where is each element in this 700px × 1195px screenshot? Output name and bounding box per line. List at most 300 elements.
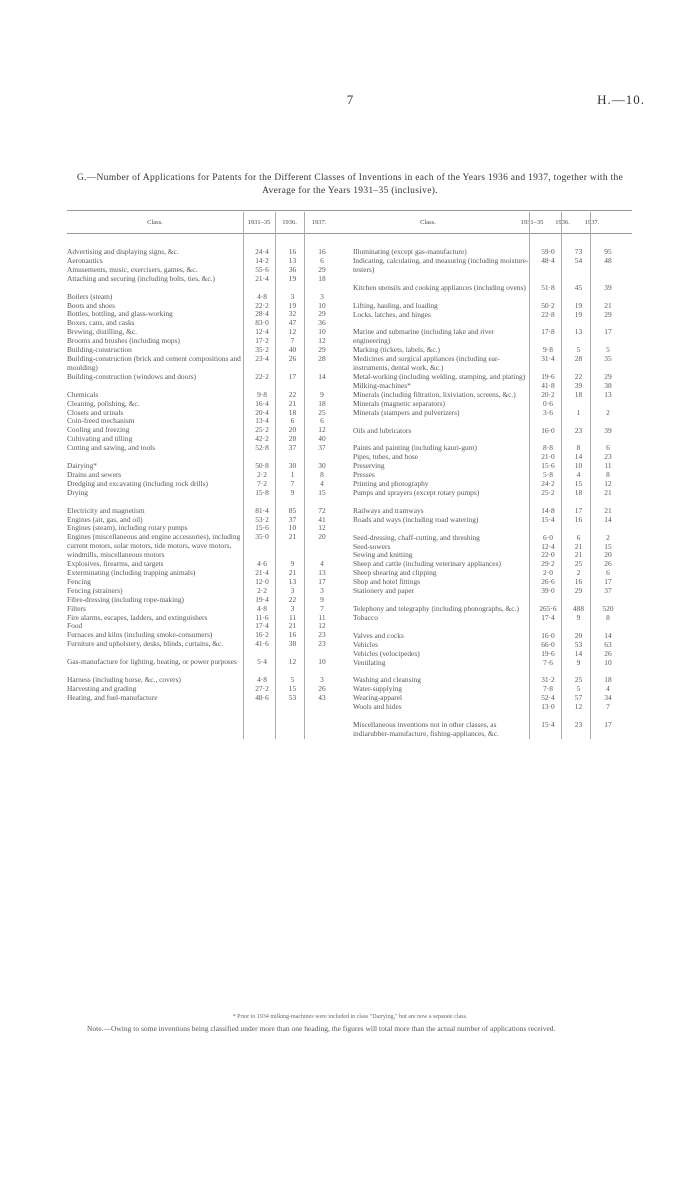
- class-cell: Preserving: [352, 461, 385, 471]
- y1936-cell: 37: [288, 443, 297, 453]
- y1936-cell: 488: [572, 604, 585, 613]
- avg-cell: 17·8: [541, 327, 555, 337]
- y1937-cell: 37: [604, 586, 612, 596]
- avg-cell: 27·2: [255, 683, 269, 693]
- avg-cell: 28·4: [255, 309, 269, 319]
- class-cell: Explosives, firearms, and targets: [67, 559, 164, 569]
- y1937-cell: 14: [604, 514, 612, 524]
- avg-cell: 16·0: [541, 630, 555, 640]
- avg-cell: 24·4: [255, 247, 269, 256]
- avg-cell: 39·0: [541, 586, 555, 596]
- column-rule: [590, 212, 591, 739]
- y1937-cell: 18: [318, 273, 326, 283]
- avg-cell: 7·8: [543, 684, 553, 694]
- avg-cell: 2·2: [257, 585, 267, 595]
- class-cell: Boots and shoes: [67, 300, 116, 310]
- y1937-cell: 11: [318, 612, 326, 622]
- avg-cell: 4·8: [257, 291, 267, 301]
- avg-cell: 22·2: [255, 371, 269, 381]
- avg-cell: 81·4: [255, 505, 269, 515]
- y1936-cell: 25: [574, 675, 583, 685]
- avg-cell: 7·2: [257, 478, 267, 488]
- y1936-cell: 9: [576, 612, 581, 622]
- y1937-cell: 41: [318, 514, 326, 524]
- y1937-cell: 6: [606, 443, 610, 453]
- class-cell: Closets and urinals: [67, 407, 124, 417]
- avg-cell: 16·4: [255, 398, 269, 408]
- y1936-cell: 16: [288, 247, 297, 256]
- table-header: [67, 210, 632, 234]
- y1937-cell: 9: [320, 594, 324, 604]
- class-cell: Drains and sewers: [67, 469, 122, 479]
- avg-cell: 50·8: [255, 461, 269, 471]
- y1936-cell: 21: [574, 541, 583, 551]
- class-cell: Tobacco: [352, 612, 378, 622]
- avg-cell: 22·8: [541, 309, 555, 319]
- avg-cell: 35·0: [255, 532, 269, 542]
- header-class: Class.: [147, 218, 163, 226]
- y1936-cell: 73: [574, 247, 583, 256]
- class-cell: Engines (steam), including rotary pumps: [67, 523, 188, 533]
- y1937-cell: 26: [318, 683, 326, 693]
- avg-cell: 12·4: [541, 541, 555, 551]
- class-cell: Brewing, distilling, &c.: [67, 327, 138, 337]
- avg-cell: 22·2: [255, 300, 269, 310]
- class-cell: Exterminating (including trapping animals): [67, 568, 196, 577]
- class-cell: Presses: [352, 470, 375, 480]
- class-cell: Fencing (strainers): [67, 585, 123, 595]
- y1936-cell: 1: [290, 469, 295, 479]
- avg-cell: 41·8: [541, 380, 555, 390]
- header-1937: 1937.: [311, 218, 327, 226]
- class-cell: Medicines and surgical appliances (including ear-instruments, dental work, &c.): [352, 354, 500, 373]
- y1936-cell: 17: [574, 505, 583, 515]
- avg-cell: 8·8: [543, 443, 553, 453]
- avg-cell: 5·4: [257, 657, 267, 667]
- table-row: [67, 355, 347, 373]
- avg-cell: 2·2: [257, 469, 267, 479]
- class-cell: Pumps and sprayers (except rotary pumps): [352, 487, 480, 497]
- class-cell: Shop and hotel fittings: [352, 577, 421, 587]
- page-identifier: H.—10.: [597, 92, 645, 107]
- y1937-cell: 28: [318, 353, 326, 363]
- class-cell: Wools and hides: [352, 702, 402, 712]
- class-cell: Brooms and brushes (including mops): [67, 336, 180, 346]
- table-row: [67, 694, 347, 703]
- class-cell: Furniture and upholstery, desks, blinds, curtains, &c.: [67, 639, 224, 649]
- avg-cell: 21·4: [255, 273, 269, 283]
- patents-table: [67, 210, 632, 739]
- y1936-cell: 85: [288, 505, 297, 515]
- class-cell: Cultivating and tilling: [67, 434, 133, 444]
- class-cell: Stationery and paper: [352, 586, 415, 596]
- y1936-cell: 54: [574, 255, 583, 265]
- header-1936-right: 1936.: [555, 218, 570, 226]
- y1937-cell: 8: [320, 469, 324, 479]
- y1936-cell: 12: [574, 702, 583, 712]
- table-row: [67, 444, 347, 453]
- avg-cell: 51·8: [541, 282, 555, 292]
- class-cell: Cooling and freezing: [67, 425, 130, 435]
- y1936-cell: 20: [288, 425, 297, 435]
- y1936-cell: 18: [288, 407, 297, 417]
- y1937-cell: 21: [604, 505, 612, 515]
- table-row: [67, 640, 347, 649]
- y1936-cell: 38: [288, 639, 297, 649]
- class-cell: Harness (including horse, &c., covers): [67, 675, 181, 685]
- y1936-cell: 2: [576, 568, 581, 578]
- y1937-cell: 29: [604, 309, 612, 319]
- class-cell: Building-construction: [67, 345, 132, 355]
- y1936-cell: 18: [574, 487, 583, 497]
- class-cell: Minerals (including filtration, lixiviation, screens, &c.): [352, 389, 516, 399]
- y1937-cell: 37: [318, 443, 326, 453]
- class-cell: Heating, and fuel-manufacture: [67, 692, 158, 702]
- avg-cell: 11·6: [255, 612, 269, 622]
- class-cell: Metal-working (including welding, stamping, and plating): [352, 371, 526, 381]
- avg-cell: 48·4: [541, 255, 555, 265]
- y1936-cell: 6: [290, 416, 295, 426]
- avg-cell: 6·0: [543, 532, 553, 542]
- y1936-cell: 15: [574, 479, 583, 489]
- y1936-cell: 9: [290, 487, 295, 497]
- class-cell: Washing and cleansing: [352, 675, 421, 685]
- avg-cell: 4·8: [257, 603, 267, 613]
- y1936-cell: 18: [574, 389, 583, 399]
- class-cell: Ventilating: [352, 657, 386, 667]
- y1937-cell: 12: [318, 425, 326, 435]
- class-cell: Bottles, bottling, and glass-working: [67, 309, 173, 319]
- y1936-cell: 32: [288, 309, 297, 319]
- y1937-cell: 11: [604, 461, 612, 471]
- y1936-cell: 30: [288, 461, 297, 471]
- avg-cell: 7·6: [543, 657, 553, 667]
- y1936-cell: 22: [288, 389, 297, 399]
- class-cell: Boilers (steam): [67, 291, 113, 301]
- y1936-cell: 3: [290, 603, 295, 613]
- avg-cell: 66·0: [541, 639, 555, 649]
- y1936-cell: 19: [574, 309, 583, 319]
- class-cell: Marking (tickets, labels, &c.): [352, 345, 440, 355]
- y1937-cell: 30: [318, 461, 326, 471]
- class-cell: Sheep and cattle (including veterinary appliances): [352, 559, 501, 569]
- header-avg-right: 1931–35: [520, 218, 544, 226]
- y1937-cell: 8: [606, 612, 610, 622]
- column-rule: [304, 212, 305, 739]
- row-spacer: [67, 382, 347, 391]
- y1937-cell: 13: [318, 568, 326, 577]
- table-row: [67, 489, 347, 498]
- class-cell: Cleaning, polishing, &c.: [67, 398, 140, 408]
- y1936-cell: 29: [574, 586, 583, 596]
- y1937-cell: 4: [606, 684, 610, 694]
- y1936-cell: 19: [574, 300, 583, 310]
- class-cell: Sheep shearing and clipping: [352, 568, 437, 578]
- y1937-cell: 23: [318, 639, 326, 649]
- y1937-cell: 36: [318, 318, 326, 328]
- class-cell: Wearing-apparel: [352, 693, 403, 703]
- y1936-cell: 16: [288, 630, 297, 640]
- y1937-cell: 17: [604, 720, 612, 730]
- table-row: [67, 533, 347, 560]
- class-cell: Building-construction (brick and cement compositions and moulding): [67, 353, 241, 372]
- avg-cell: 15·6: [255, 523, 269, 533]
- class-cell: Miscellaneous inventions not in other classes, as indiarubber-manufacture, fishing-appliances, &c.: [352, 720, 499, 738]
- y1937-cell: 6: [320, 255, 324, 265]
- avg-cell: 0·6: [543, 398, 553, 408]
- avg-cell: 12·4: [255, 327, 269, 337]
- avg-cell: 9·8: [543, 345, 553, 355]
- y1937-cell: 8: [606, 470, 610, 480]
- y1937-cell: 3: [320, 675, 324, 685]
- avg-cell: 20·4: [255, 407, 269, 417]
- avg-cell: 15·4: [541, 720, 555, 730]
- class-cell: Fibre-dressing (including rope-making): [67, 594, 184, 604]
- class-cell: Milking-machines*: [352, 380, 411, 390]
- avg-cell: 16·2: [255, 630, 269, 640]
- avg-cell: 17·2: [255, 336, 269, 346]
- y1937-cell: 21: [604, 300, 612, 310]
- y1937-cell: 29: [604, 371, 612, 381]
- y1936-cell: 3: [290, 585, 295, 595]
- class-cell: Sewing and knitting: [352, 550, 413, 560]
- avg-cell: 41·6: [255, 639, 269, 649]
- y1937-cell: 20: [604, 550, 612, 560]
- class-cell: Minerals (stampers and pulverizers): [352, 407, 460, 417]
- class-cell: Oils and lubricators: [352, 425, 412, 435]
- y1937-cell: 6: [320, 416, 324, 426]
- avg-cell: 21·4: [255, 568, 269, 577]
- left-column: [67, 234, 347, 739]
- y1937-cell: 40: [318, 434, 326, 444]
- avg-cell: 17·4: [541, 612, 555, 622]
- y1936-cell: 15: [288, 683, 297, 693]
- y1937-cell: 17: [318, 576, 326, 586]
- avg-cell: 265·6: [539, 604, 557, 613]
- avg-cell: 16·0: [541, 425, 555, 435]
- class-cell: Locks, latches, and hinges: [352, 309, 431, 319]
- class-cell: Boxes, cans, and casks: [67, 318, 135, 328]
- y1936-cell: 6: [576, 532, 581, 542]
- class-cell: Pipes, tubes, and hose: [352, 452, 419, 462]
- y1937-cell: 17: [604, 577, 612, 587]
- y1937-cell: 20: [318, 532, 326, 542]
- avg-cell: 25·2: [541, 487, 555, 497]
- y1937-cell: 4: [320, 478, 324, 488]
- y1937-cell: 12: [318, 621, 326, 631]
- class-cell: Kitchen utensils and cooking appliances (including ovens): [352, 282, 526, 292]
- y1936-cell: 10: [574, 461, 583, 471]
- table-row: [67, 658, 347, 667]
- y1936-cell: 45: [574, 282, 583, 292]
- avg-cell: 4·8: [257, 675, 267, 685]
- avg-cell: 24·2: [541, 479, 555, 489]
- avg-cell: 9·8: [257, 389, 267, 399]
- y1936-cell: 21: [288, 532, 297, 542]
- y1936-cell: 22: [288, 594, 297, 604]
- y1937-cell: 39: [604, 282, 612, 292]
- avg-cell: 52·4: [541, 693, 555, 703]
- avg-cell: 35·2: [255, 345, 269, 355]
- y1936-cell: 21: [288, 398, 297, 408]
- avg-cell: 15·6: [541, 461, 555, 471]
- y1937-cell: 25: [318, 407, 326, 417]
- y1937-cell: 63: [604, 639, 612, 649]
- avg-cell: 12·0: [255, 576, 269, 586]
- y1937-cell: 9: [320, 389, 324, 399]
- y1937-cell: 4: [320, 559, 324, 569]
- y1936-cell: 14: [574, 452, 583, 462]
- y1936-cell: 22: [574, 371, 583, 381]
- y1936-cell: 26: [288, 353, 297, 363]
- header-1937-right: 1937.: [584, 218, 600, 226]
- class-cell: Drying: [67, 487, 88, 497]
- class-cell: Amusements, music, exercisers, games, &c.: [67, 264, 198, 274]
- class-cell: Harvesting and grading: [67, 683, 137, 693]
- class-cell: Marine and submarine (including lake and river engineering): [352, 327, 495, 346]
- y1936-cell: 5: [576, 345, 581, 355]
- y1936-cell: 23: [574, 425, 583, 435]
- y1936-cell: 16: [574, 577, 583, 587]
- class-cell: Paints and painting (including kauri-gum): [352, 443, 477, 453]
- avg-cell: 83·0: [255, 318, 269, 328]
- y1936-cell: 4: [576, 470, 581, 480]
- y1936-cell: 25: [574, 559, 583, 569]
- class-cell: Chemicals: [67, 389, 99, 399]
- y1936-cell: 5: [576, 684, 581, 694]
- avg-cell: 42·2: [255, 434, 269, 444]
- avg-cell: 26·6: [541, 577, 555, 587]
- avg-cell: 31·2: [541, 675, 555, 685]
- y1937-cell: 43: [318, 692, 326, 702]
- avg-cell: 55·6: [255, 264, 269, 274]
- y1936-cell: 23: [574, 720, 583, 730]
- y1937-cell: 16: [318, 247, 326, 256]
- class-cell: Valves and cocks: [352, 630, 404, 640]
- y1936-cell: 28: [574, 354, 583, 364]
- y1937-cell: 95: [604, 247, 612, 256]
- page-number: 7: [346, 92, 354, 107]
- y1936-cell: 12: [288, 327, 297, 337]
- y1936-cell: 13: [288, 255, 297, 265]
- row-spacer: [67, 453, 347, 462]
- y1937-cell: 13: [604, 389, 612, 399]
- class-cell: Vehicles (velocipedes): [352, 648, 420, 658]
- y1936-cell: 20: [574, 630, 583, 640]
- y1937-cell: 23: [604, 452, 612, 462]
- y1936-cell: 57: [574, 693, 583, 703]
- table-row: [67, 596, 347, 605]
- avg-cell: 13·4: [255, 416, 269, 426]
- class-cell: Engines (air, gas, and oil): [67, 514, 143, 524]
- avg-cell: 5·8: [543, 470, 553, 480]
- y1936-cell: 5: [290, 675, 295, 685]
- y1936-cell: 19: [288, 300, 297, 310]
- avg-cell: 2·0: [543, 568, 553, 578]
- avg-cell: 14·2: [255, 255, 269, 265]
- y1937-cell: 12: [604, 479, 612, 489]
- y1936-cell: 21: [288, 621, 297, 631]
- y1937-cell: 15: [318, 487, 326, 497]
- class-cell: Food: [67, 621, 83, 631]
- y1937-cell: 10: [604, 657, 612, 667]
- y1937-cell: 29: [318, 345, 326, 355]
- y1937-cell: 29: [318, 264, 326, 274]
- avg-cell: 31·4: [541, 354, 555, 364]
- table-row: [67, 248, 347, 257]
- table-title: G.—Number of Applications for Patents for the Different Classes of Inventions in each of the Years 1936 and 1937, together with the Average for the Years 1931–35 (inclusive).: [76, 173, 624, 196]
- y1937-cell: 21: [604, 487, 612, 497]
- class-cell: Filters: [67, 603, 86, 613]
- header-1936: 1936.: [282, 218, 297, 226]
- y1936-cell: 17: [288, 371, 297, 381]
- class-cell: Fencing: [67, 576, 91, 586]
- y1937-cell: 12: [318, 523, 326, 533]
- y1937-cell: 18: [318, 398, 326, 408]
- class-cell: Water-supplying: [352, 684, 402, 694]
- y1936-cell: 16: [574, 514, 583, 524]
- y1936-cell: 7: [290, 478, 295, 488]
- y1937-cell: 3: [320, 291, 324, 301]
- avg-cell: 3·6: [543, 407, 553, 417]
- class-cell: Advertising and displaying signs, &c.: [67, 247, 179, 256]
- footnote: * Prior to 1934 milking-machines were included in class "Dairying," but are now a separate class.: [232, 1014, 468, 1020]
- avg-cell: 52·8: [255, 443, 269, 453]
- y1937-cell: 35: [604, 354, 612, 364]
- class-cell: Telephony and telegraphy (including phonographs, &c.): [352, 604, 519, 613]
- y1937-cell: 3: [320, 585, 324, 595]
- class-cell: Railways and tramways: [352, 505, 424, 515]
- y1936-cell: 21: [574, 550, 583, 560]
- y1936-cell: 13: [288, 576, 297, 586]
- y1937-cell: 72: [318, 505, 326, 515]
- y1936-cell: 10: [288, 523, 297, 533]
- y1937-cell: 15: [604, 541, 612, 551]
- class-cell: Fire alarms, escapes, ladders, and extinguishers: [67, 612, 208, 622]
- y1937-cell: 12: [318, 336, 326, 346]
- y1936-cell: 47: [288, 318, 297, 328]
- avg-cell: 20·2: [541, 389, 555, 399]
- y1937-cell: 7: [606, 702, 610, 712]
- y1936-cell: 21: [288, 568, 297, 577]
- class-cell: Engines (miscellaneous and engine accessories), including current motors, solar motors, tide motors, wave motors, windmills, miscellaneous motors: [67, 532, 241, 560]
- y1936-cell: 19: [288, 273, 297, 283]
- y1936-cell: 53: [574, 639, 583, 649]
- class-cell: Electricity and magnetism: [67, 505, 145, 515]
- y1937-cell: 7: [320, 603, 324, 613]
- class-cell: Lifting, hauling, and loading: [352, 300, 438, 310]
- y1937-cell: 6: [606, 568, 610, 578]
- class-cell: Printing and photography: [352, 479, 429, 489]
- class-cell: Vehicles: [352, 639, 379, 649]
- y1936-cell: 7: [290, 336, 295, 346]
- y1936-cell: 12: [288, 657, 297, 667]
- class-cell: Aeronautics: [67, 255, 103, 265]
- column-rule: [529, 212, 530, 739]
- table-row: [67, 275, 347, 284]
- class-cell: Dairying*: [67, 461, 97, 471]
- avg-cell: 21·0: [541, 452, 555, 462]
- avg-cell: 4·6: [257, 559, 267, 569]
- avg-cell: 53·2: [255, 514, 269, 524]
- y1937-cell: 10: [318, 300, 326, 310]
- avg-cell: 48·6: [255, 692, 269, 702]
- y1936-cell: 14: [574, 648, 583, 658]
- y1936-cell: 1: [576, 407, 581, 417]
- class-cell: Minerals (magnetic separators): [352, 398, 445, 408]
- class-cell: Seed-dressing, chaff-cutting, and threshing: [352, 532, 480, 542]
- y1937-cell: 39: [604, 425, 612, 435]
